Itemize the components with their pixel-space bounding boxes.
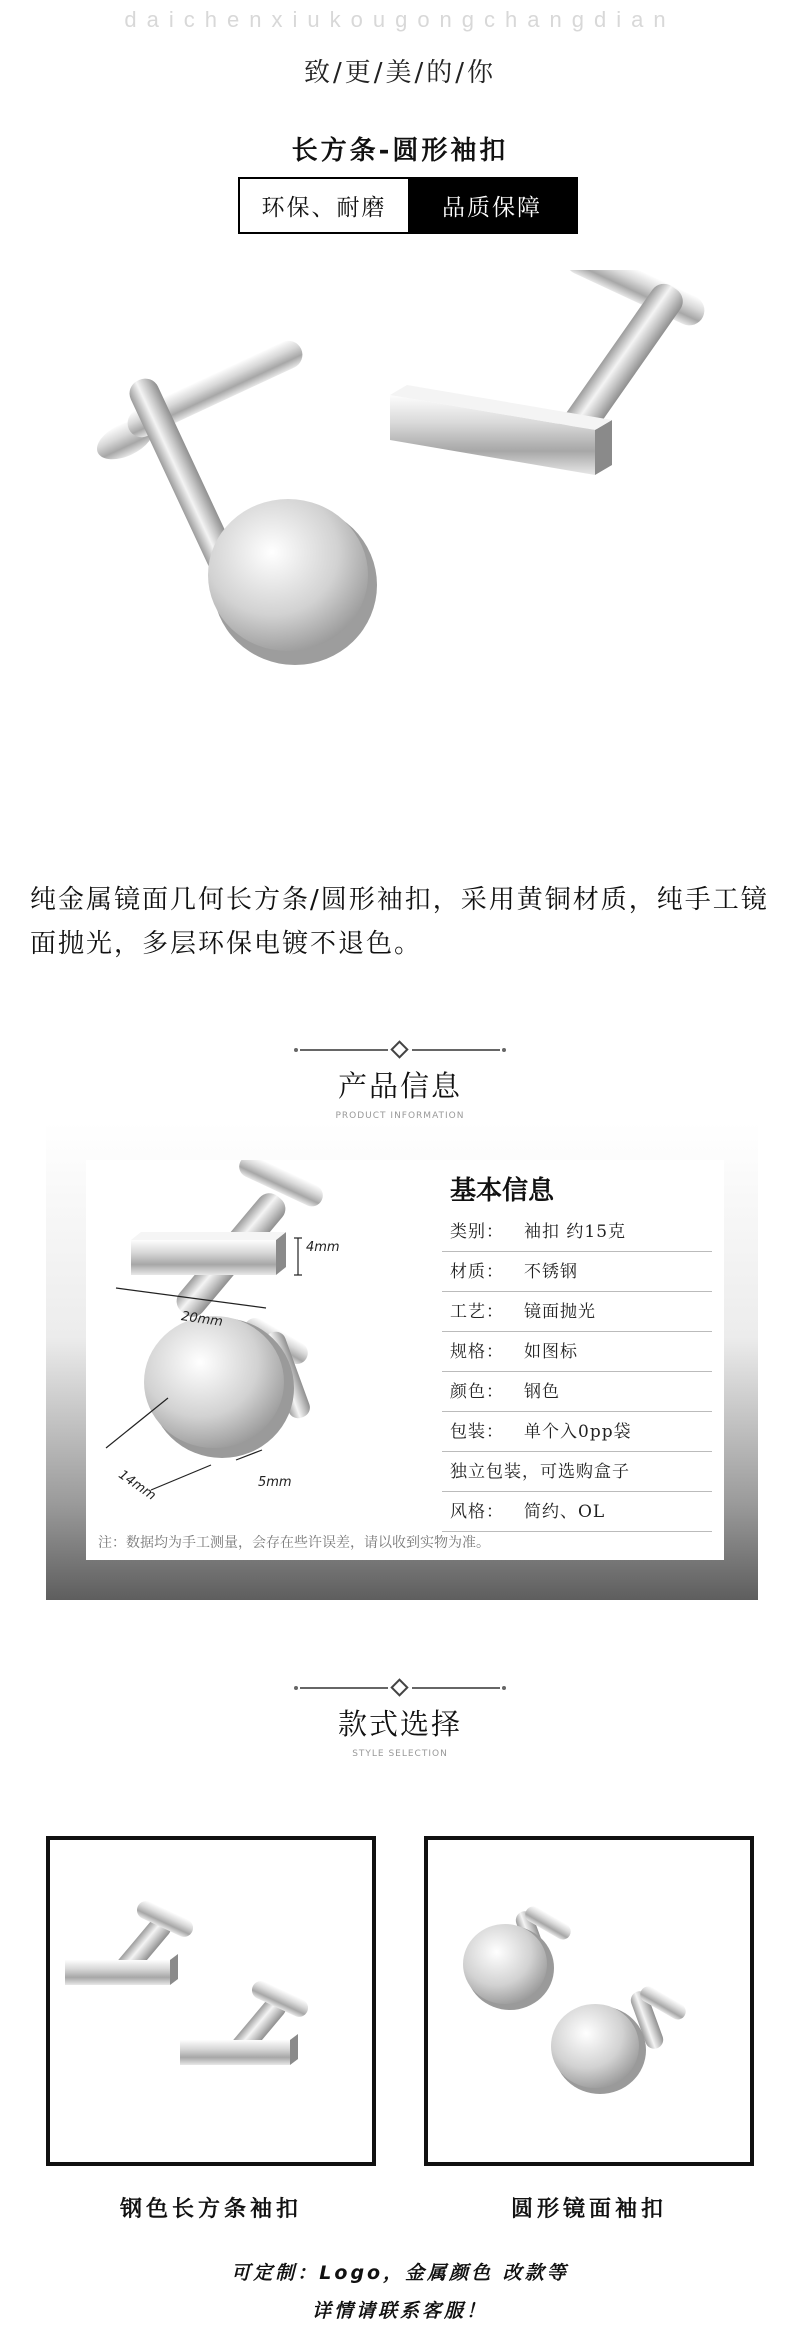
info-row-category: 类别： 袖扣 约15克 bbox=[442, 1212, 712, 1252]
product-title: 长方条-圆形袖扣 bbox=[291, 136, 509, 166]
product-info-header bbox=[0, 1040, 800, 1121]
measurement-note: 注：数据均为手工测量，会存在些许误差，请以收到实物为准。 bbox=[98, 1535, 490, 1551]
bar-height-label: 4mm bbox=[306, 1240, 340, 1255]
section-title: 款式选择 bbox=[337, 1707, 462, 1741]
bar-length-label: 20mm bbox=[180, 1309, 224, 1330]
style-option-round[interactable] bbox=[424, 1836, 754, 2166]
basic-info-list bbox=[442, 1212, 712, 1532]
round-cufflink-graphic bbox=[91, 336, 377, 665]
info-row-spec: 规格： 如图标 bbox=[442, 1332, 712, 1372]
style-option-bar[interactable] bbox=[46, 1836, 376, 2166]
info-row-packaging-extra: 独立包装，可选购盒子 bbox=[442, 1452, 712, 1492]
info-row-material: 材质： 不锈钢 bbox=[442, 1252, 712, 1292]
info-row-color: 颜色： 钢色 bbox=[442, 1372, 712, 1412]
bar-cufflink-graphic bbox=[390, 270, 709, 475]
style-selection-header bbox=[0, 1678, 800, 1759]
tagline: 致/更/美/的/你 bbox=[303, 58, 497, 88]
info-row-style: 风格： 简约、OL bbox=[442, 1492, 712, 1532]
section-title: 产品信息 bbox=[337, 1069, 462, 1103]
round-thickness-label: 5mm bbox=[258, 1475, 292, 1490]
quality-badge: 品质保障 bbox=[408, 179, 576, 232]
bar-cufflinks-image bbox=[50, 1840, 372, 2162]
brand-banner: daichenxiukougongchangdian bbox=[124, 7, 676, 32]
round-diameter-label: 14mm bbox=[115, 1467, 159, 1504]
info-row-packaging: 包装： 单个入0pp袋 bbox=[442, 1412, 712, 1452]
basic-info-title: 基本信息 bbox=[450, 1176, 555, 1206]
feature-badges bbox=[238, 177, 578, 234]
product-info-panel bbox=[46, 1122, 758, 1600]
customization-note: 可定制：Logo，金属颜色 改款等 bbox=[231, 2262, 569, 2284]
section-divider bbox=[300, 1678, 500, 1698]
info-row-craft: 工艺： 镜面抛光 bbox=[442, 1292, 712, 1332]
section-divider bbox=[300, 1040, 500, 1060]
product-description: 纯金属镜面几何长方条/圆形袖扣，采用黄铜材质，纯手工镜面抛光，多层环保电镀不退色。 bbox=[30, 885, 769, 959]
style-option-round-label[interactable]: 圆形镜面袖扣 bbox=[510, 2197, 667, 2222]
hero-cufflinks-image bbox=[60, 270, 760, 710]
eco-badge: 环保、耐磨 bbox=[240, 179, 408, 232]
contact-note: 详情请联系客服！ bbox=[311, 2300, 488, 2322]
section-subtitle: PRODUCT INFORMATION bbox=[335, 1111, 465, 1121]
round-cufflinks-image bbox=[428, 1840, 750, 2162]
style-option-bar-label[interactable]: 钢色长方条袖扣 bbox=[119, 2197, 302, 2222]
section-subtitle: STYLE SELECTION bbox=[352, 1749, 448, 1759]
product-info-card bbox=[86, 1160, 724, 1560]
